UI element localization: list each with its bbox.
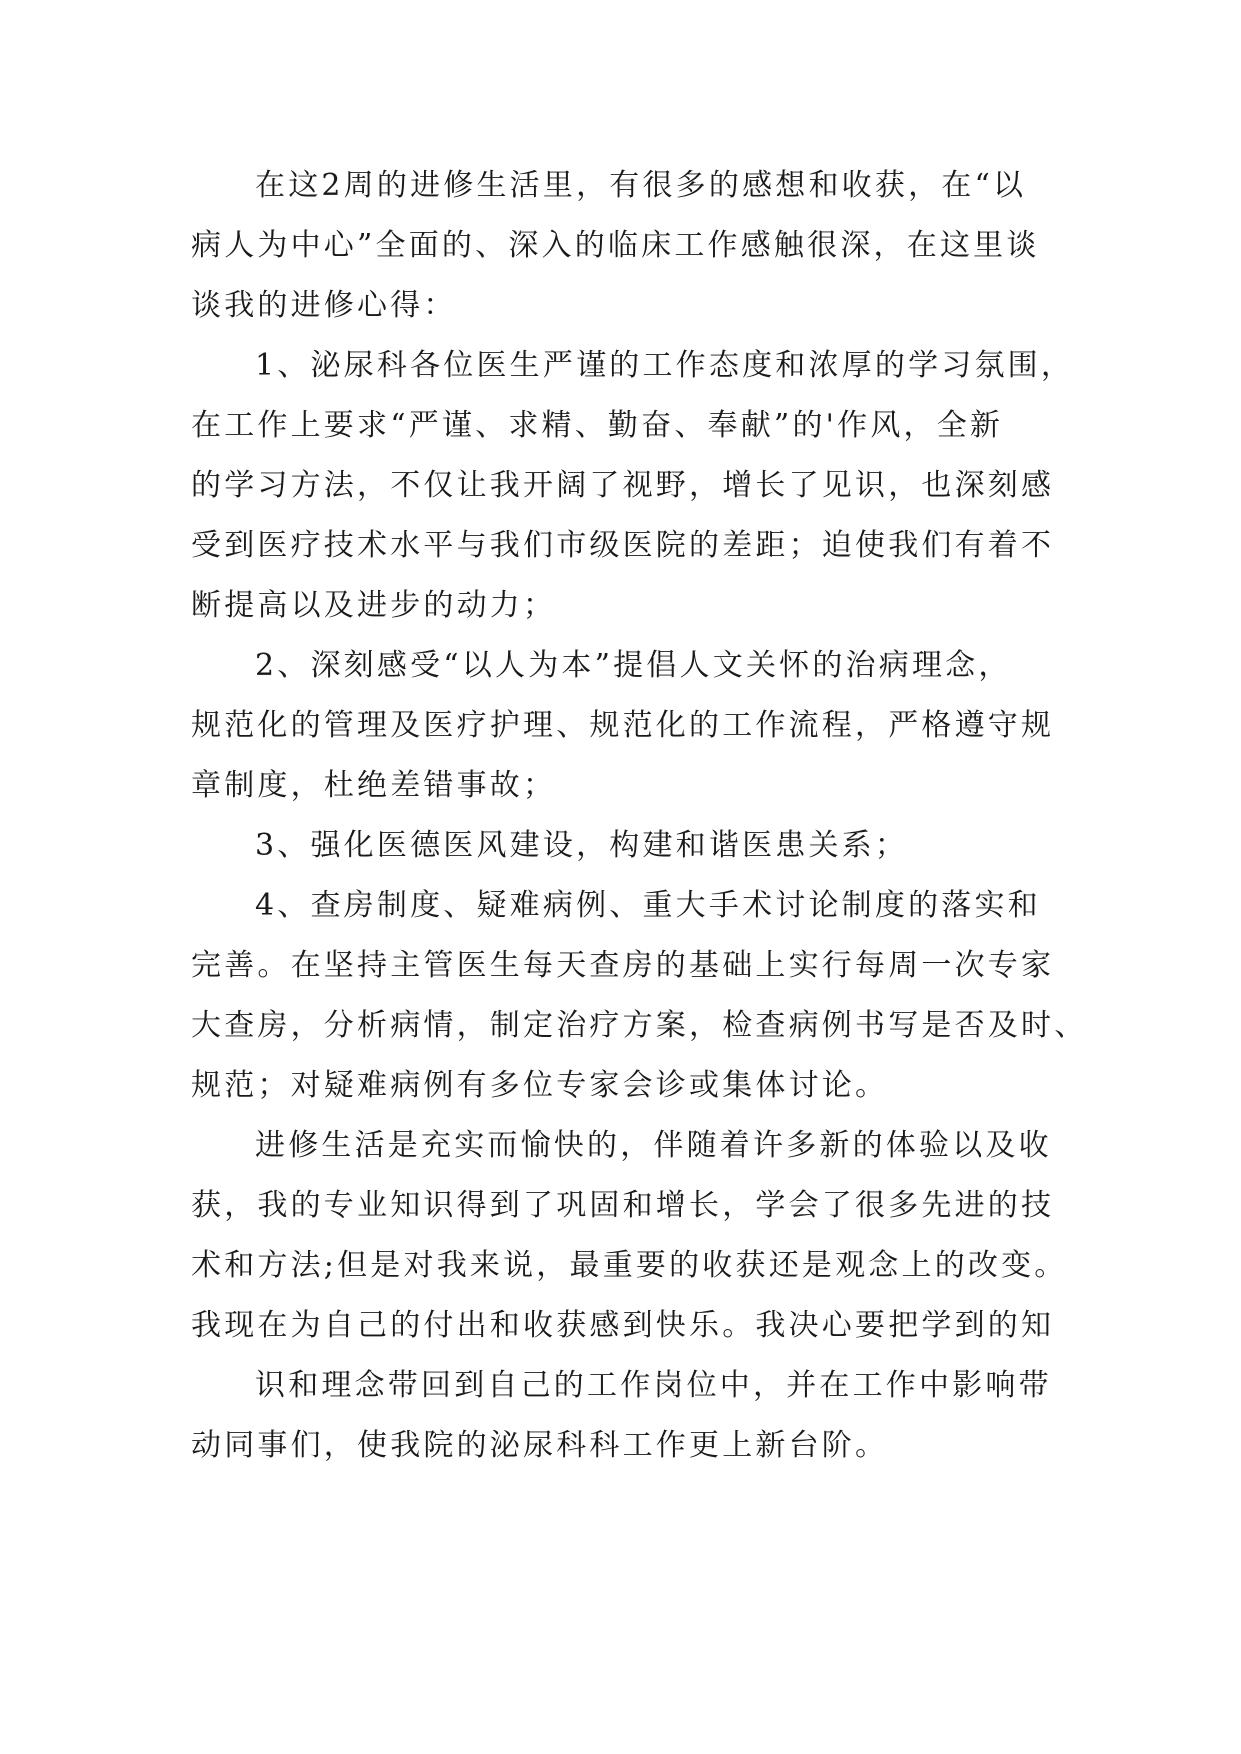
- text-line: 1、泌尿科各位医生严谨的工作态度和浓厚的学习氛围，: [255, 348, 1075, 383]
- document-body: [191, 156, 1088, 1476]
- text-line: 4、查房制度、疑难病例、重大手术讨论制度的落实和: [255, 888, 1041, 923]
- text-line: 3、强化医德医风建设，构建和谐医患关系；: [255, 828, 909, 863]
- text-line: 病人为中心”全面的、深入的临床工作感触很深，在这里谈: [191, 228, 1040, 263]
- text-line: 规范；对疑难病例有多位专家会诊或集体讨论。: [191, 1068, 889, 1103]
- text-line: 完善。在坚持主管医生每天查房的基础上实行每周一次专家: [191, 948, 1055, 983]
- text-line: 在这2周的进修生活里，有很多的感想和收获，在“以: [255, 168, 1027, 203]
- text-line: 术和方法;但是对我来说，最重要的收获还是观念上的改变。: [191, 1248, 1068, 1283]
- text-line: 进修生活是充实而愉快的，伴随着许多新的体验以及收: [255, 1128, 1052, 1163]
- text-line: 我现在为自己的付出和收获感到快乐。我决心要把学到的知: [191, 1308, 1055, 1343]
- text-line: 受到医疗技术水平与我们市级医院的差距；迫使我们有着不: [191, 528, 1055, 563]
- text-line: 识和理念带回到自己的工作岗位中，并在工作中影响带: [255, 1368, 1052, 1403]
- text-line: 在工作上要求“严谨、求精、勤奋、奉献”的'作风，全新: [191, 408, 1004, 443]
- text-line: 2、深刻感受“以人为本”提倡人文关怀的治病理念，: [255, 648, 1012, 683]
- text-line: 谈我的进修心得：: [191, 288, 457, 323]
- text-line: 规范化的管理及医疗护理、规范化的工作流程，严格遵守规: [191, 708, 1055, 743]
- text-line: 断提高以及进步的动力；: [191, 588, 557, 623]
- text-line: 大查房，分析病情，制定治疗方案，检查病例书写是否及时、: [191, 1008, 1088, 1043]
- text-line: 动同事们，使我院的泌尿科科工作更上新台阶。: [191, 1428, 889, 1463]
- text-line: 获，我的专业知识得到了巩固和增长，学会了很多先进的技: [191, 1188, 1055, 1223]
- text-line: 章制度，杜绝差错事故；: [191, 768, 557, 803]
- text-line: 的学习方法，不仅让我开阔了视野，增长了见识，也深刻感: [191, 468, 1055, 503]
